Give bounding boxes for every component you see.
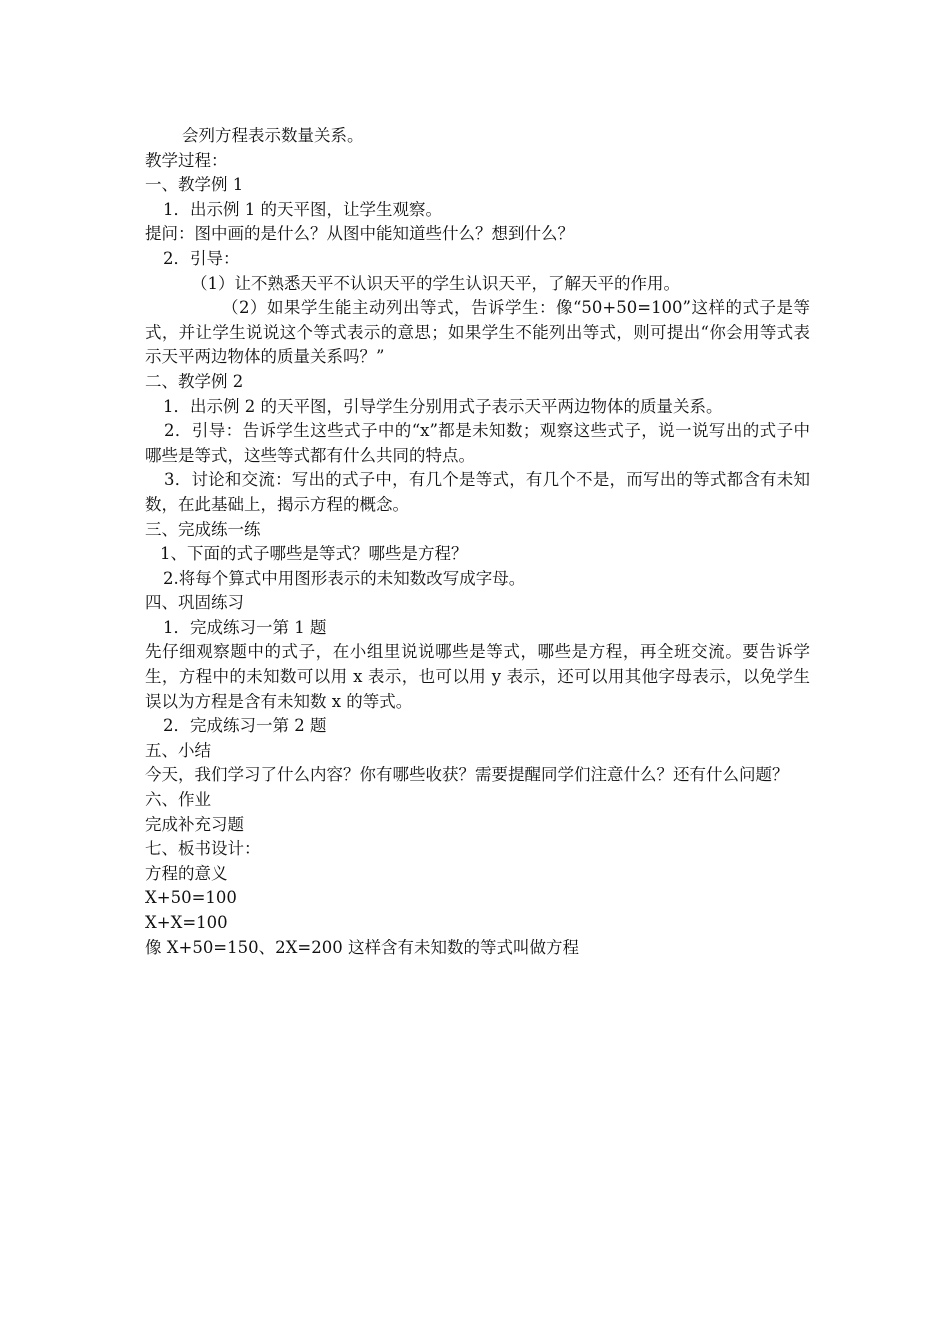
step-item: 2．引导：告诉学生这些式子中的“x”都是未知数；观察这些式子，说一说写出的式子中哪些是等式，这些等式都有什么共同的特点。 (145, 421, 810, 465)
section-heading: 三、完成练一练 (145, 519, 261, 539)
equation-line: X+50=100 (145, 888, 237, 908)
step-item: 1．出示例 2 的天平图，引导学生分别用式子表示天平两边物体的质量关系。 (163, 396, 723, 416)
step-item: 2．完成练习一第 2 题 (163, 716, 327, 736)
step-item: 1．出示例 1 的天平图，让学生观察。 (163, 199, 442, 219)
paragraph: 完成补充习题 (145, 814, 244, 834)
sub-item: （1）让不熟悉天平不认识天平的学生认识天平，了解天平的作用。 (191, 273, 680, 293)
objective-line: 会列方程表示数量关系。 (182, 126, 364, 145)
document-body (145, 124, 810, 960)
paragraph: 今天，我们学习了什么内容？你有哪些收获？需要提醒同学们注意什么？还有什么问题？ (145, 765, 789, 785)
board-title: 方程的意义 (145, 863, 228, 883)
section-heading: 六、作业 (145, 790, 211, 810)
section-heading: 五、小结 (145, 740, 211, 760)
step-item: 3．讨论和交流：写出的式子中，有几个是等式，有几个不是，而写出的等式都含有未知数，在此基础上，揭示方程的概念。 (145, 470, 810, 514)
section-heading: 二、教学例 2 (145, 371, 244, 391)
step-item: 2．引导： (163, 248, 240, 268)
paragraph: （2）如果学生能主动列出等式，告诉学生：像“50+50=100”这样的式子是等式，并让学生说说这个等式表示的意思；如果学生不能列出等式，则可提出“你会用等式表示天平两边物体的质量关系吗？” (145, 298, 810, 367)
step-item: 1、下面的式子哪些是等式？哪些是方程？ (160, 544, 468, 564)
equation-line: X+X=100 (145, 913, 228, 932)
step-item: 1．完成练习一第 1 题 (163, 617, 327, 637)
section-heading: 一、教学例 1 (145, 175, 244, 195)
paragraph: 提问：图中画的是什么？从图中能知道些什么？想到什么？ (145, 224, 574, 244)
section-heading: 教学过程： (145, 150, 228, 170)
paragraph: 先仔细观察题中的式子，在小组里说说哪些是等式，哪些是方程，再全班交流。要告诉学生，方程中的未知数可以用 x 表示，也可以用 y 表示，还可以用其他字母表示，以免学生误以为方程是含有未知数 x 的等式。 (145, 642, 810, 711)
definition-line: 像 X+50=150、2X=200 这样含有未知数的等式叫做方程 (145, 937, 579, 957)
section-heading: 四、巩固练习 (145, 593, 244, 613)
section-heading: 七、板书设计： (145, 839, 261, 859)
step-item: 2.将每个算式中用图形表示的未知数改写成字母。 (163, 568, 526, 588)
